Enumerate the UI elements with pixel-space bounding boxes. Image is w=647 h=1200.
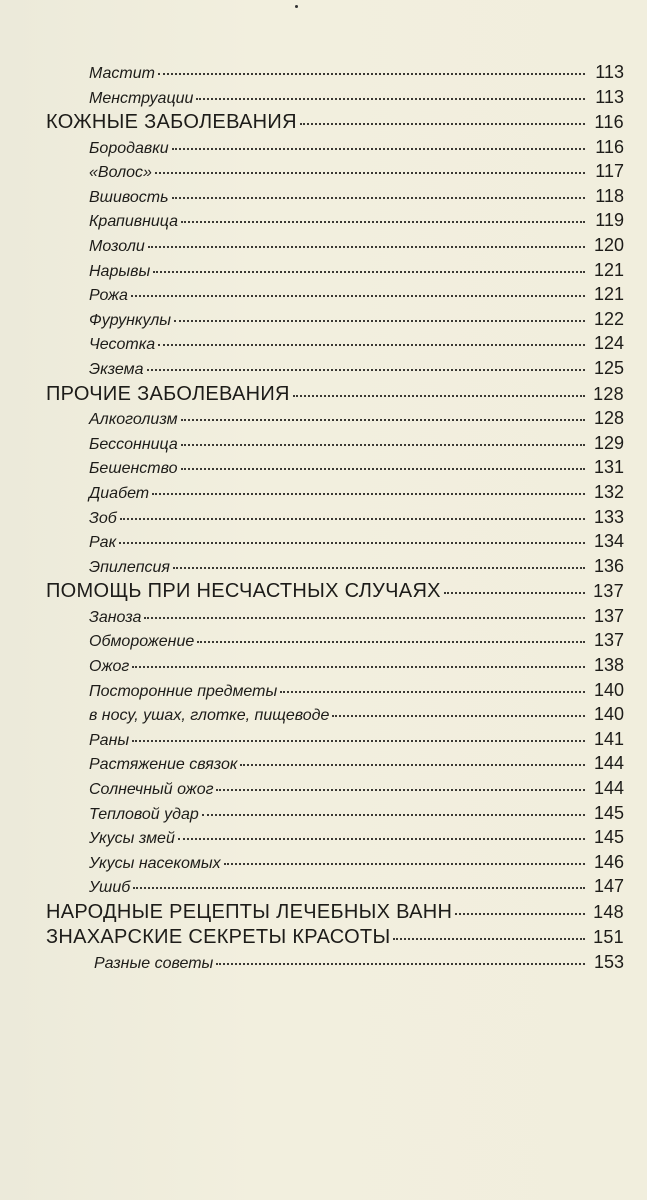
- dot-leader: [147, 369, 586, 371]
- toc-entry: [46, 827, 624, 852]
- dot-leader: [178, 838, 585, 840]
- dot-leader: [174, 320, 585, 322]
- toc-entry-title: Заноза: [89, 608, 142, 626]
- toc-entry-title: Фурункулы: [89, 311, 172, 329]
- dot-leader: [153, 271, 585, 273]
- toc-entry-title: Укусы насекомых: [89, 854, 221, 872]
- toc-page-number: 120: [593, 235, 624, 256]
- toc-entry: [46, 952, 624, 977]
- toc-entry-title: Рак: [89, 534, 117, 552]
- dot-leader: [148, 246, 585, 248]
- toc-entry-title: ПОМОЩЬ ПРИ НЕСЧАСТНЫХ СЛУЧАЯХ: [46, 580, 441, 603]
- toc-entry-title: Разные советы: [94, 954, 214, 972]
- toc-entry-title: Бешенство: [89, 460, 178, 478]
- toc-page-number: 141: [593, 728, 624, 749]
- dot-leader: [280, 691, 585, 693]
- toc-entry-title: Тепловой удар: [89, 805, 199, 823]
- toc-page-number: 113: [595, 86, 624, 107]
- dot-leader: [197, 641, 585, 643]
- toc-entry-title: Менструации: [89, 89, 194, 107]
- toc-entry-title: Мозоли: [89, 238, 145, 256]
- toc-entry-title: Растяжение связок: [89, 756, 238, 774]
- print-speck: [295, 5, 298, 8]
- toc-entry: [46, 210, 624, 235]
- toc-entry-title: Рожа: [89, 287, 128, 305]
- toc-entry-title: Бессонница: [89, 435, 178, 453]
- toc-entry-title: Раны: [89, 731, 130, 749]
- toc-entry-title: Алкоголизм: [89, 411, 178, 429]
- dot-leader: [202, 814, 585, 816]
- toc-page-number: 137: [593, 581, 624, 602]
- toc-page-number: 121: [593, 284, 624, 305]
- toc-entry-title: Чесотка: [89, 336, 156, 354]
- toc-entry: [46, 729, 624, 754]
- toc-section-heading: [46, 580, 624, 606]
- toc-entry: [46, 556, 624, 581]
- dot-leader: [133, 887, 585, 889]
- toc-page-number: 137: [593, 605, 624, 626]
- toc-page-number: 137: [593, 630, 624, 651]
- toc-page-number: 121: [593, 259, 624, 280]
- toc-entry-title: Диабет: [89, 484, 150, 502]
- toc-entry-title: Укусы змей: [89, 830, 175, 848]
- toc-page-number: 118: [595, 185, 624, 206]
- dot-leader: [393, 938, 585, 940]
- toc-entry: [46, 358, 624, 383]
- dot-leader: [216, 963, 585, 965]
- toc-entry-title: КОЖНЫЕ ЗАБОЛЕВАНИЯ: [46, 111, 297, 134]
- toc-entry: [46, 680, 624, 705]
- toc-entry: [46, 655, 624, 680]
- toc-page-number: 125: [593, 358, 624, 379]
- toc-entry-title: Посторонние предметы: [89, 682, 278, 700]
- toc-page-number: 119: [595, 210, 624, 231]
- dot-leader: [144, 617, 585, 619]
- toc-entry: [46, 408, 624, 433]
- toc-entry: [46, 457, 624, 482]
- dot-leader: [181, 468, 585, 470]
- toc-page-number: 146: [593, 851, 624, 872]
- toc-entry: [46, 606, 624, 631]
- dot-leader: [196, 98, 585, 100]
- toc-entry-title: в носу, ушах, глотке, пищеводе: [89, 707, 330, 725]
- dot-leader: [173, 567, 585, 569]
- dot-leader: [293, 395, 585, 397]
- toc-entry-title: Экзема: [89, 361, 144, 379]
- toc-entry: [46, 284, 624, 309]
- toc-entry: [46, 778, 624, 803]
- toc-page-number: 153: [593, 951, 624, 972]
- toc-page-number: 131: [593, 457, 624, 478]
- toc-page-number: 129: [593, 432, 624, 453]
- toc-entry: [46, 87, 624, 112]
- toc-entry: [46, 507, 624, 532]
- toc-page-number: 145: [593, 802, 624, 823]
- toc-page-number: 140: [593, 704, 624, 725]
- toc-section-heading: [46, 383, 624, 409]
- toc-page-number: 138: [593, 654, 624, 675]
- toc-entry: [46, 62, 624, 87]
- dot-leader: [240, 764, 585, 766]
- toc-page-number: 144: [593, 753, 624, 774]
- toc-page-number: 124: [593, 333, 624, 354]
- toc-page-number: 122: [593, 308, 624, 329]
- toc-page-number: 144: [593, 777, 624, 798]
- toc-entry-title: НАРОДНЫЕ РЕЦЕПТЫ ЛЕЧЕБНЫХ ВАНН: [46, 900, 453, 923]
- toc-page-number: 116: [595, 136, 624, 157]
- dot-leader: [131, 295, 585, 297]
- toc-page-number: 145: [593, 827, 624, 848]
- toc-page-number: 116: [594, 112, 624, 133]
- toc-page-number: 128: [593, 408, 624, 429]
- toc-entry-title: Крапивница: [89, 213, 179, 231]
- toc-entry: [46, 803, 624, 828]
- dot-leader: [172, 197, 586, 199]
- toc-entry: [46, 137, 624, 162]
- toc-entry-title: Солнечный ожог: [89, 780, 214, 798]
- toc-entry-title: Ушиб: [89, 879, 131, 897]
- toc-entry: [46, 333, 624, 358]
- toc-entry-title: Зоб: [89, 509, 117, 527]
- toc-entry-title: Вшивость: [89, 188, 169, 206]
- dot-leader: [152, 493, 585, 495]
- dot-leader: [455, 913, 585, 915]
- toc-entry-title: Обморожение: [89, 633, 195, 651]
- toc-entry: [46, 309, 624, 334]
- toc-entry: [46, 161, 624, 186]
- toc-page-number: 147: [593, 876, 624, 897]
- toc-entry-title: «Волос»: [89, 164, 152, 182]
- dot-leader: [332, 715, 585, 717]
- toc-entry-title: ЗНАХАРСКИЕ СЕКРЕТЫ КРАСОТЫ: [46, 926, 391, 949]
- toc-page-number: 134: [593, 531, 624, 552]
- toc-entry-title: Мастит: [89, 65, 155, 82]
- toc-entry-title: Эпилепсия: [89, 558, 170, 576]
- toc-entry: [46, 852, 624, 877]
- toc-entry: [46, 876, 624, 901]
- toc-entry: [46, 433, 624, 458]
- dot-leader: [132, 740, 585, 742]
- dot-leader: [181, 444, 585, 446]
- toc-entry: [46, 704, 624, 729]
- toc-page-number: 136: [593, 555, 624, 576]
- toc-entry: [46, 260, 624, 285]
- toc-entry: [46, 482, 624, 507]
- toc-page-number: 133: [593, 506, 624, 527]
- toc-page-number: 113: [595, 62, 624, 82]
- toc-entry: [46, 235, 624, 260]
- toc-page-number: 132: [593, 481, 624, 502]
- toc-entry-title: Нарывы: [89, 262, 151, 280]
- toc-page-number: 140: [593, 679, 624, 700]
- dot-leader: [119, 542, 585, 544]
- dot-leader: [181, 419, 585, 421]
- dot-leader: [155, 172, 585, 174]
- toc-entry: [46, 630, 624, 655]
- toc-page-number: 148: [593, 901, 624, 922]
- toc-entry-title: ПРОЧИЕ ЗАБОЛЕВАНИЯ: [46, 382, 290, 405]
- toc-section-heading: [46, 111, 624, 137]
- toc-page-number: 151: [593, 927, 624, 948]
- dot-leader: [224, 863, 585, 865]
- toc-page-number: 117: [595, 161, 624, 182]
- table-of-contents: [46, 62, 624, 977]
- dot-leader: [172, 148, 585, 150]
- dot-leader: [158, 73, 585, 75]
- dot-leader: [216, 789, 585, 791]
- toc-entry: [46, 753, 624, 778]
- dot-leader: [181, 221, 585, 223]
- toc-section-heading: [46, 901, 624, 927]
- toc-section-heading: [46, 926, 624, 952]
- toc-entry: [46, 531, 624, 556]
- dot-leader: [300, 123, 585, 125]
- dot-leader: [158, 344, 585, 346]
- dot-leader: [132, 666, 585, 668]
- toc-page-number: 128: [593, 383, 624, 404]
- toc-entry: [46, 186, 624, 211]
- dot-leader: [120, 518, 585, 520]
- dot-leader: [444, 592, 585, 594]
- toc-entry-title: Ожог: [89, 657, 130, 675]
- toc-entry-title: Бородавки: [89, 139, 169, 157]
